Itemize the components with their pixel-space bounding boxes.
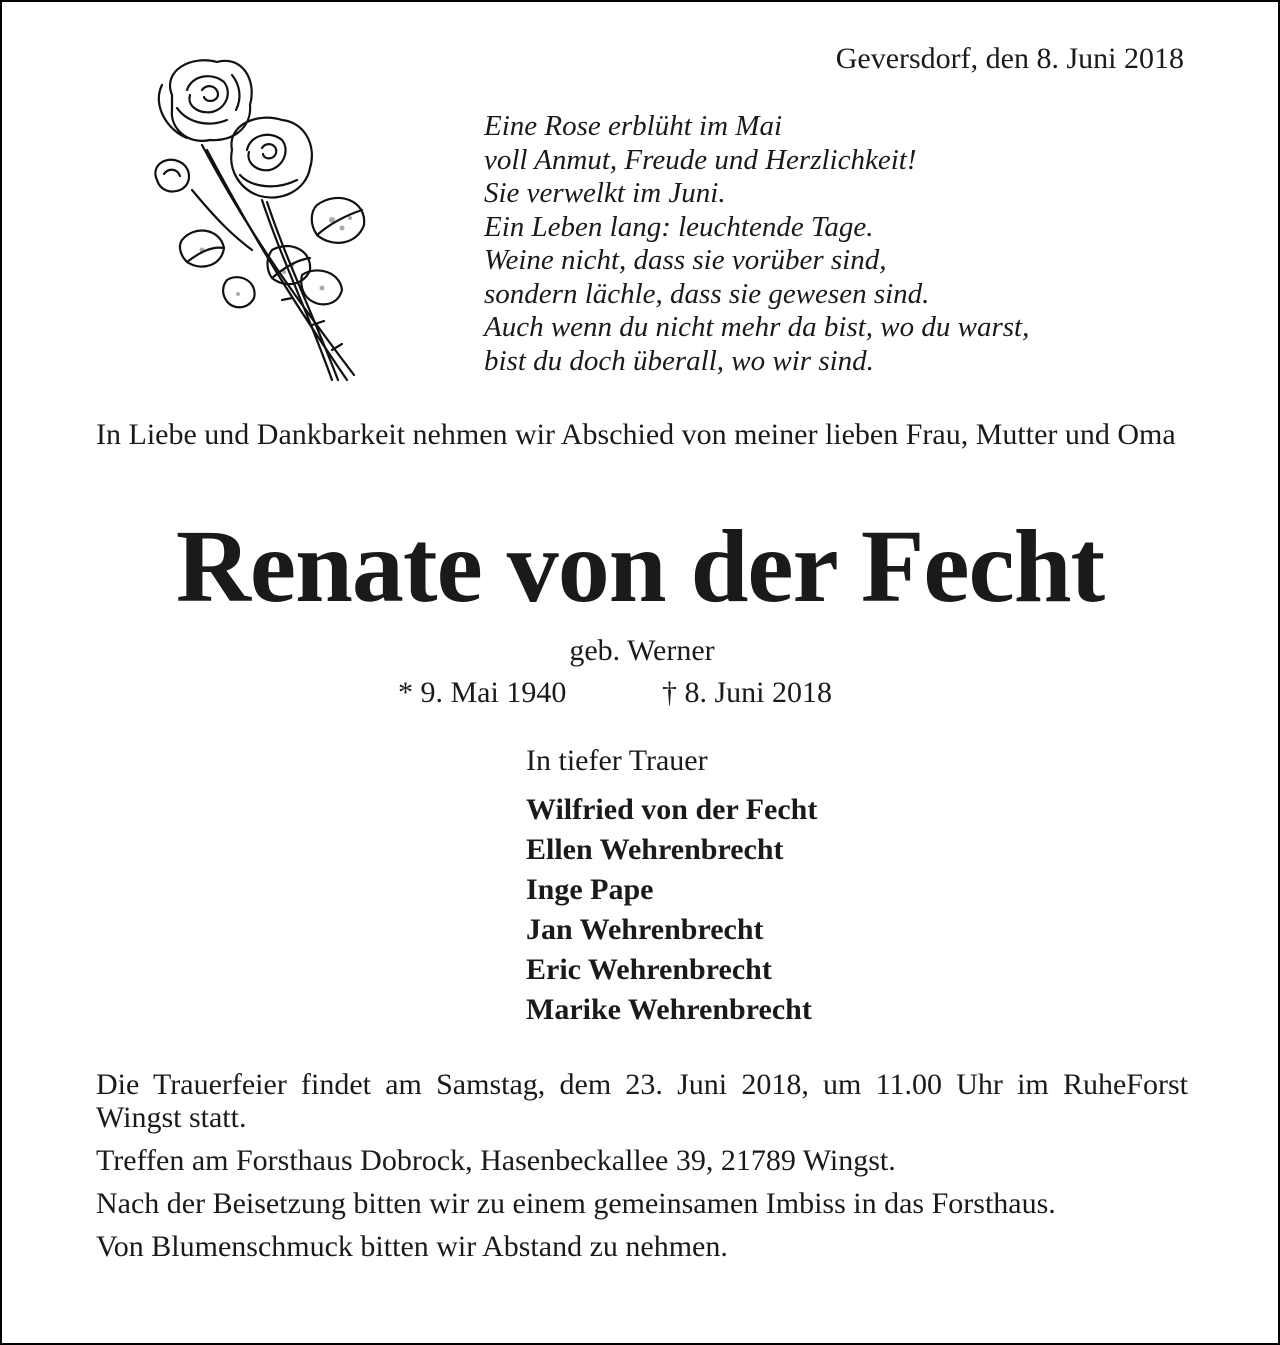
poem-line: Eine Rose erblüht im Mai [484,110,783,142]
mourner-name: Ellen Wehrenbrecht [526,833,784,866]
funeral-notes [96,1068,1188,1273]
rose-icon [132,50,382,410]
mourner-name: Jan Wehrenbrecht [526,913,764,946]
mourner-name: Eric Wehrenbrecht [526,953,772,986]
mourner-name: Wilfried von der Fecht [526,793,818,826]
poem-line: voll Anmut, Freude und Herzlichkeit! [484,143,917,176]
funeral-note: Treffen am Forsthaus Dobrock, Hasenbeckallee 39, 21789 Wingst. [96,1144,896,1177]
intro-text: In Liebe und Dankbarkeit nehmen wir Abschied von meiner lieben Frau, Mutter und Oma [96,418,1176,451]
mourner-name: Inge Pape [526,873,654,906]
poem-line: Sie verwelkt im Juni. [484,177,726,209]
poem-line: Ein Leben lang: leuchtende Tage. [484,210,874,243]
birth-date: * 9. Mai 1940 [398,676,567,709]
death-date: † 8. Juni 2018 [662,676,833,709]
funeral-note: Von Blumenschmuck bitten wir Abstand zu nehmen. [96,1230,728,1263]
poem-line: bist du doch überall, wo wir sind. [484,344,874,377]
funeral-note: Die Trauerfeier findet am Samstag, dem 23. Juni 2018, um 11.00 Uhr im RuheForst Wingst statt. [96,1068,1188,1134]
mourner-list [526,790,817,1030]
poem-line: sondern lächle, dass sie gewesen sind. [484,277,930,310]
poem [484,110,1029,378]
born-name: geb. Werner [569,634,715,667]
poem-line: Auch wenn du nicht mehr da bist, wo du warst, [484,311,1030,343]
poem-line: Weine nicht, dass sie vorüber sind, [484,244,887,276]
place-date: Geversdorf, den 8. Juni 2018 [835,42,1184,75]
mourning-heading: In tiefer Trauer [526,744,708,777]
funeral-note: Nach der Beisetzung bitten wir zu einem gemeinsamen Imbiss in das Forsthaus. [96,1187,1056,1220]
deceased-name: Renate von der Fecht [175,509,1105,624]
mourner-name: Marike Wehrenbrecht [526,993,812,1026]
